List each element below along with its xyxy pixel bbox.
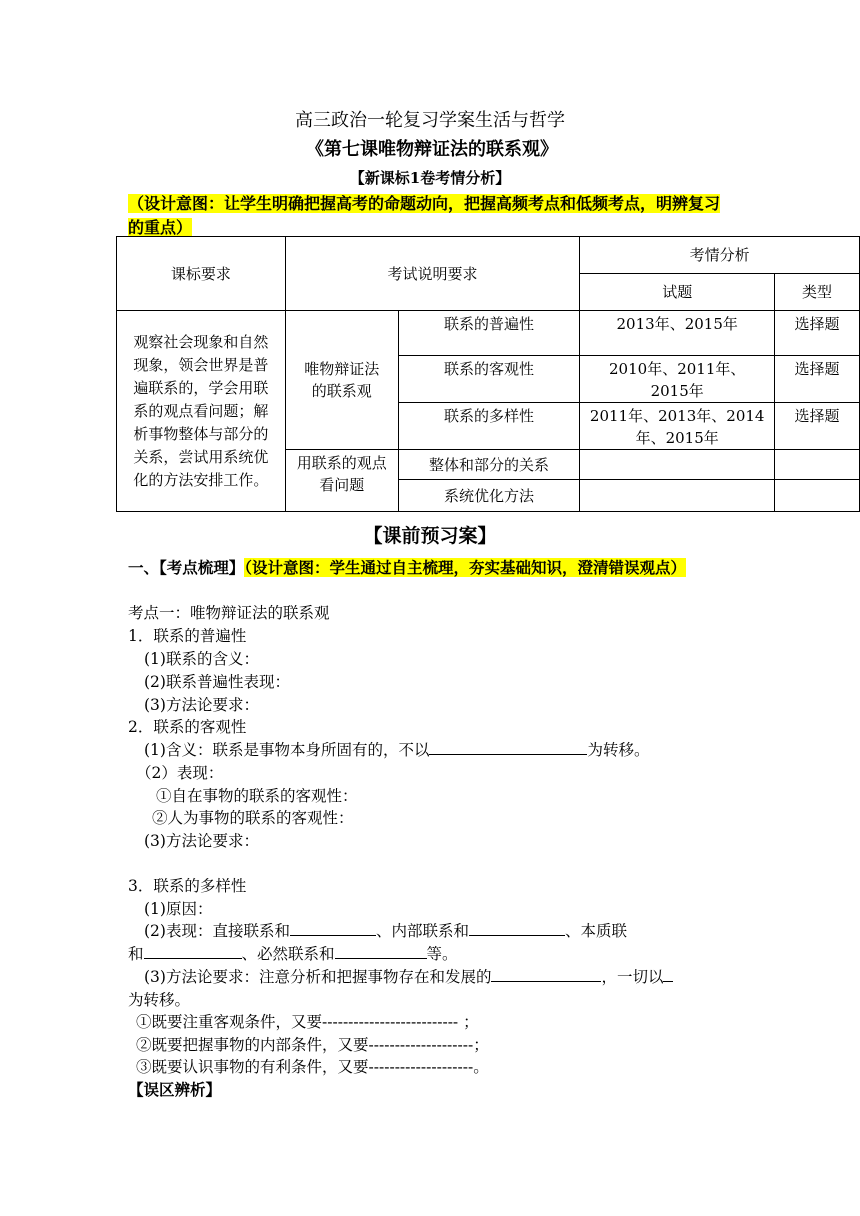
part1-heading: 一、【考点梳理】（设计意图：学生通过自主梳理，夯实基础知识，澄清错误观点） bbox=[128, 558, 687, 577]
fill-blank[interactable] bbox=[335, 944, 427, 959]
s2-item: （2）表现： bbox=[136, 764, 224, 782]
s3-subitem: ①既要注重客观条件，又要-------------------------- ； bbox=[136, 1013, 479, 1031]
row-type: 选择题 bbox=[775, 356, 860, 403]
row-years: 2011年、2013年、2014年、2015年 bbox=[580, 403, 775, 450]
row-type: 选择题 bbox=[775, 403, 860, 450]
row-point: 联系的普遍性 bbox=[398, 311, 580, 356]
s2-heading: 2．联系的客观性 bbox=[128, 718, 247, 736]
fill-blank[interactable] bbox=[144, 944, 242, 959]
fill-blank[interactable] bbox=[290, 921, 376, 936]
fill-blank[interactable] bbox=[663, 967, 673, 982]
s2-item: (1)含义：联系是事物本身所固有的，不以 为转移。 bbox=[144, 741, 650, 759]
s1-item: (2)联系普遍性表现： bbox=[144, 673, 290, 691]
s3-heading: 3．联系的多样性 bbox=[128, 877, 247, 895]
s1-item: (3)方法论要求： bbox=[144, 696, 259, 714]
row-point: 系统优化方法 bbox=[398, 480, 580, 512]
preview-section-title: 【课前预习案】 bbox=[363, 525, 497, 547]
s3-item: (3)方法论要求：注意分析和把握事物存在和发展的 ，一切以 bbox=[144, 966, 673, 988]
row-years: 2010年、2011年、2015年 bbox=[580, 356, 775, 403]
s3-subitem: ②既要把握事物的内部条件，又要--------------------； bbox=[136, 1036, 489, 1054]
document-title: 高三政治一轮复习学案生活与哲学 bbox=[295, 110, 565, 131]
s1-heading: 1．联系的普遍性 bbox=[128, 627, 247, 645]
row-point: 整体和部分的关系 bbox=[398, 450, 580, 480]
s2-subitem: ②人为事物的联系的客观性： bbox=[152, 809, 354, 827]
s3-item: (2)表现：直接联系和 、内部联系和 、本质联 bbox=[144, 922, 627, 940]
kp1-heading: 考点一：唯物辩证法的联系观 bbox=[128, 604, 330, 622]
fill-blank[interactable] bbox=[491, 967, 601, 982]
header-questions: 试题 bbox=[580, 274, 775, 311]
misconception-heading: 【误区辨析】 bbox=[128, 1080, 222, 1099]
header-type: 类型 bbox=[775, 274, 860, 311]
standard-text-cell: 观察社会现象和自然现象，领会世界是普遍联系的，学会用联系的观点看问题；解析事物整体与部分的关系，尝试用系统优化的方法安排工作。 bbox=[117, 311, 286, 512]
row-years: 2013年、2015年 bbox=[580, 311, 775, 356]
fill-blank[interactable] bbox=[429, 740, 587, 755]
group-dialectics: 唯物辩证法的联系观 bbox=[285, 311, 398, 450]
lesson-subtitle: 《第七课唯物辩证法的联系观》 bbox=[306, 139, 558, 160]
row-point: 联系的客观性 bbox=[398, 356, 580, 403]
s2-subitem: ①自在事物的联系的客观性： bbox=[156, 787, 358, 805]
analysis-heading: 【新课标1卷考情分析】 bbox=[349, 169, 511, 187]
fill-blank[interactable] bbox=[469, 921, 565, 936]
row-point: 联系的多样性 bbox=[398, 403, 580, 450]
row-type: 选择题 bbox=[775, 311, 860, 356]
row-years bbox=[580, 480, 775, 512]
row-type bbox=[775, 450, 860, 480]
group-apply-connection: 用联系的观点看问题 bbox=[285, 450, 398, 512]
s2-item: (3)方法论要求： bbox=[144, 832, 259, 850]
s3-item: (1)原因： bbox=[144, 900, 213, 918]
s1-item: (1)联系的含义： bbox=[144, 650, 259, 668]
s3-item-cont: 和 、必然联系和 等。 bbox=[128, 945, 458, 963]
row-years bbox=[580, 450, 775, 480]
s3-subitem: ③既要认识事物的有利条件，又要--------------------。 bbox=[136, 1058, 489, 1076]
header-analysis: 考情分析 bbox=[580, 237, 860, 274]
s3-item-cont: 为转移。 bbox=[128, 991, 191, 1009]
design-intent-text: （设计意图：让学生明确把握高考的命题动向，把握高频考点和低频考点，明辨复习的重点） bbox=[128, 194, 721, 237]
header-standard: 课标要求 bbox=[117, 237, 286, 311]
row-type bbox=[775, 480, 860, 512]
header-exam-requirement: 考试说明要求 bbox=[285, 237, 580, 311]
exam-analysis-table bbox=[116, 236, 860, 512]
